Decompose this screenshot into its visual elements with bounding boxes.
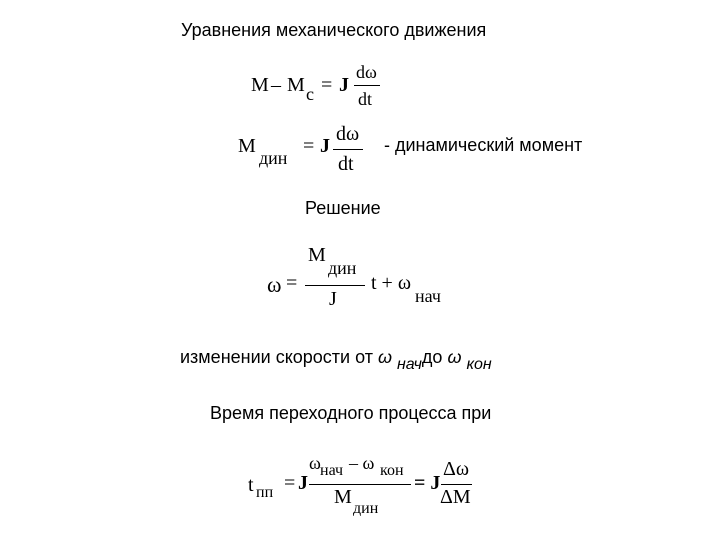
eq4-equals: = <box>284 472 296 494</box>
solution-label: Решение <box>305 198 381 218</box>
eq4-t: t <box>248 474 254 496</box>
eq4-equals-j: = J <box>414 472 441 494</box>
eq2-m: M <box>238 135 256 157</box>
eq1-m: M <box>251 74 269 96</box>
eq4-num-omega1: ω <box>309 453 321 473</box>
eq1-numerator: dω <box>356 62 377 82</box>
eq1-j: J <box>339 74 349 96</box>
transition-line <box>180 347 492 374</box>
eq1-minus: – <box>271 74 281 96</box>
eq3-equals: = <box>286 272 298 294</box>
omega-start-symbol: ω <box>377 347 392 367</box>
transition-text-2: до <box>421 347 448 367</box>
eq3-rest: t + ω <box>371 272 411 294</box>
omega-start-sub: нач <box>397 356 422 373</box>
eq4-fraction-bar-2 <box>441 484 472 485</box>
eq2-j: J <box>320 135 330 157</box>
eq3-num-m: M <box>308 244 326 266</box>
eq3-denominator: J <box>329 288 337 310</box>
eq4-den2: ΔM <box>440 486 471 508</box>
eq1-denominator: dt <box>358 89 373 109</box>
eq4-num2: Δω <box>443 458 470 480</box>
eq4-num-sub1: нач <box>320 462 344 479</box>
eq2-denominator: dt <box>338 153 354 175</box>
eq1-fraction-bar <box>354 85 380 86</box>
eq4-num-sub2: кон <box>380 462 404 479</box>
eq3-rest-sub: нач <box>415 286 441 306</box>
eq4-fraction-bar-1 <box>309 484 411 485</box>
eq3-fraction-bar <box>305 285 365 286</box>
eq1-equals: = <box>321 74 333 96</box>
eq4-j: J <box>298 472 308 494</box>
eq4-den-sub: дин <box>353 500 379 517</box>
eq4-t-sub: пп <box>256 484 274 501</box>
omega-end-symbol: ω <box>447 347 462 367</box>
eq1-mc: M <box>287 74 305 96</box>
omega-end-sub: кон <box>466 356 492 373</box>
transition-text-1: изменении скорости от <box>180 347 378 367</box>
eq2-equals: = <box>303 135 315 157</box>
eq4-den-m: M <box>334 486 352 508</box>
time-line: Время переходного процесса при <box>210 403 492 423</box>
eq2-fraction-bar <box>333 149 363 150</box>
eq2-note: - динамический момент <box>384 135 583 155</box>
heading: Уравнения механического движения <box>181 20 487 40</box>
eq2-numerator: dω <box>336 123 360 145</box>
eq3-num-sub: дин <box>328 258 357 278</box>
eq4-num-minus: – ω <box>349 453 375 473</box>
eq2-sub: дин <box>259 148 288 168</box>
eq1-sub-c: c <box>306 84 314 104</box>
eq3-omega: ω <box>267 272 282 297</box>
